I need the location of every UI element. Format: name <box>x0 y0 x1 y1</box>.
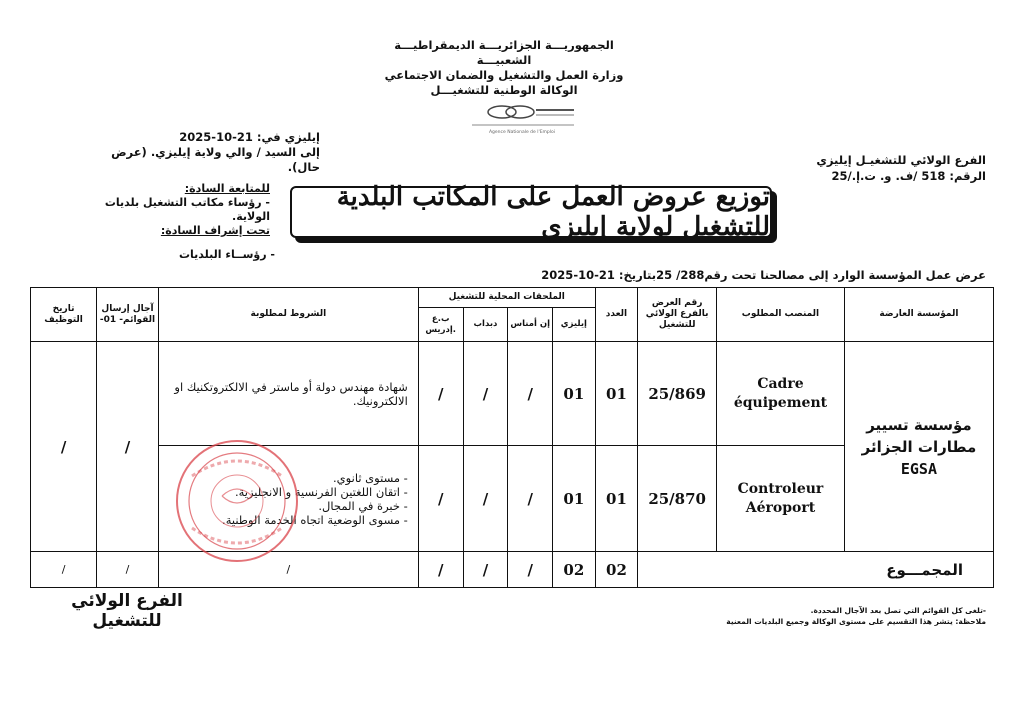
footer-notes <box>726 605 986 627</box>
header-count: العدد <box>595 288 638 342</box>
condition-line: شهادة مهندس دولة أو ماستر في الالكتروتكنيك او الالكترونيك. <box>174 379 408 408</box>
header-agency: الوكالة الوطنية للتشغيـــل <box>430 83 578 97</box>
hiring-date-cell: / <box>31 342 97 552</box>
header-conditions: الشروط لمطلوبة <box>158 288 418 342</box>
reference-number: الرقم: 518 /ف. و. ت.إ./25 <box>831 169 986 183</box>
total-label: المجمـــوع <box>638 552 994 588</box>
total-count: 02 <box>595 552 638 588</box>
count-cell: 01 <box>595 342 638 446</box>
branch-block <box>796 152 986 184</box>
logo-text: Agence Nationale de l'Emploi <box>488 130 556 135</box>
header-republic: الجمهوريـــة الجزائريـــة الديمقراطيـــة الشعبيـــة <box>394 38 614 67</box>
dbdab-cell: / <box>463 446 508 552</box>
supervision-heading: تحت إشراف السادة: <box>160 224 270 237</box>
condition-line: - خبرة في المجال. <box>318 498 408 513</box>
addressee: إلى السيد / والي ولاية إيليزي. (عرض حال). <box>111 145 320 174</box>
count-cell: 01 <box>595 446 638 552</box>
follow-heading: للمتابعة السادة: <box>184 182 270 195</box>
header-offer-no: رقم العرض بالفرع الولائي للتشغيل <box>638 288 717 342</box>
offer-no-cell: 25/869 <box>638 342 717 446</box>
illizi-cell: 01 <box>553 342 596 446</box>
agency-logo <box>462 100 582 136</box>
total-illizi: 02 <box>553 552 596 588</box>
header-hiring-date: تاريخ التوظيف <box>31 288 97 342</box>
table-row <box>31 342 994 446</box>
total-hiring: / <box>31 552 97 588</box>
dbdab-cell: / <box>463 342 508 446</box>
bordj-cell: / <box>418 446 463 552</box>
header-annexes: الملحقات المحلية للتشغيل <box>418 288 595 308</box>
header-institution: المؤسسة العارضة <box>844 288 993 342</box>
mayors-line: - رؤســاء البلديات <box>178 248 275 261</box>
position-cell: Cadre équipement <box>717 342 845 446</box>
document-title: توزيع عروض العمل على المكاتب البلدية للتشغيل لولاية إيليزي <box>336 182 770 242</box>
institution-abbr: EGSA <box>900 459 937 478</box>
total-bordj: / <box>418 552 463 588</box>
header-deadline: آجال إرسال القوائم- 01- <box>97 288 159 342</box>
in-amenas-cell: / <box>508 446 553 552</box>
header-dbdab: دبداب <box>463 308 508 342</box>
official-stamp <box>172 436 302 566</box>
intro-line: عرض عمل المؤسسة الوارد إلى مصالحنا تحت رقم288/ 25بتاريخ: 21-10-2025 <box>541 268 986 282</box>
note-2: ملاحظة: يتشر هذا التقسيم على مستوى الوكالة وجميع البلديات المعنية <box>726 617 986 626</box>
total-deadline: / <box>97 552 159 588</box>
institution-name: مؤسسة تسيير مطارات الجزائر <box>861 415 977 456</box>
bordj-cell: / <box>418 342 463 446</box>
header-in-amenas: إن أمناس <box>508 308 553 342</box>
branch-name: الفرع الولائي للتشغيـل إيليزي <box>816 153 986 167</box>
illizi-cell: 01 <box>553 446 596 552</box>
document-title-box <box>290 182 772 242</box>
header-illizi: إيليزي <box>553 308 596 342</box>
letter-date: إيليزي في: 21-10-2025 <box>179 130 320 144</box>
deadline-cell: / <box>97 342 159 552</box>
header-position: المنصب المطلوب <box>717 288 845 342</box>
offer-no-cell: 25/870 <box>638 446 717 552</box>
total-in-amenas: / <box>508 552 553 588</box>
condition-line: - مسوى الوضعية اتجاه الخدمة الوطنية. <box>222 512 408 527</box>
date-block <box>80 130 320 175</box>
condition-line: - مستوى ثانوي. <box>333 470 408 485</box>
follow-heads: - رؤساء مكاتب التشغيل بلديات الولاية. <box>104 196 270 223</box>
header-ministry: وزارة العمل والتشغيل والضمان الاجتماعي <box>384 68 624 82</box>
condition-line: - اتقان اللغتين الفرنسية و الانجليزية. <box>234 484 408 499</box>
header-bordj: ب.ع .إدريس <box>418 308 463 342</box>
position-cell: Controleur Aéroport <box>717 446 845 552</box>
in-amenas-cell: / <box>508 342 553 446</box>
total-dbdab: / <box>463 552 508 588</box>
total-conditions: / <box>158 552 418 588</box>
institution-cell <box>844 342 993 552</box>
footer-signature: الفرع الولائي للتشغيل <box>71 591 183 631</box>
note-1: -تلغى كل القوائم التي تصل بعد الآجال المحددة. <box>810 606 986 615</box>
conditions-cell <box>158 342 418 446</box>
follow-block <box>70 182 270 238</box>
header-block <box>384 38 624 98</box>
